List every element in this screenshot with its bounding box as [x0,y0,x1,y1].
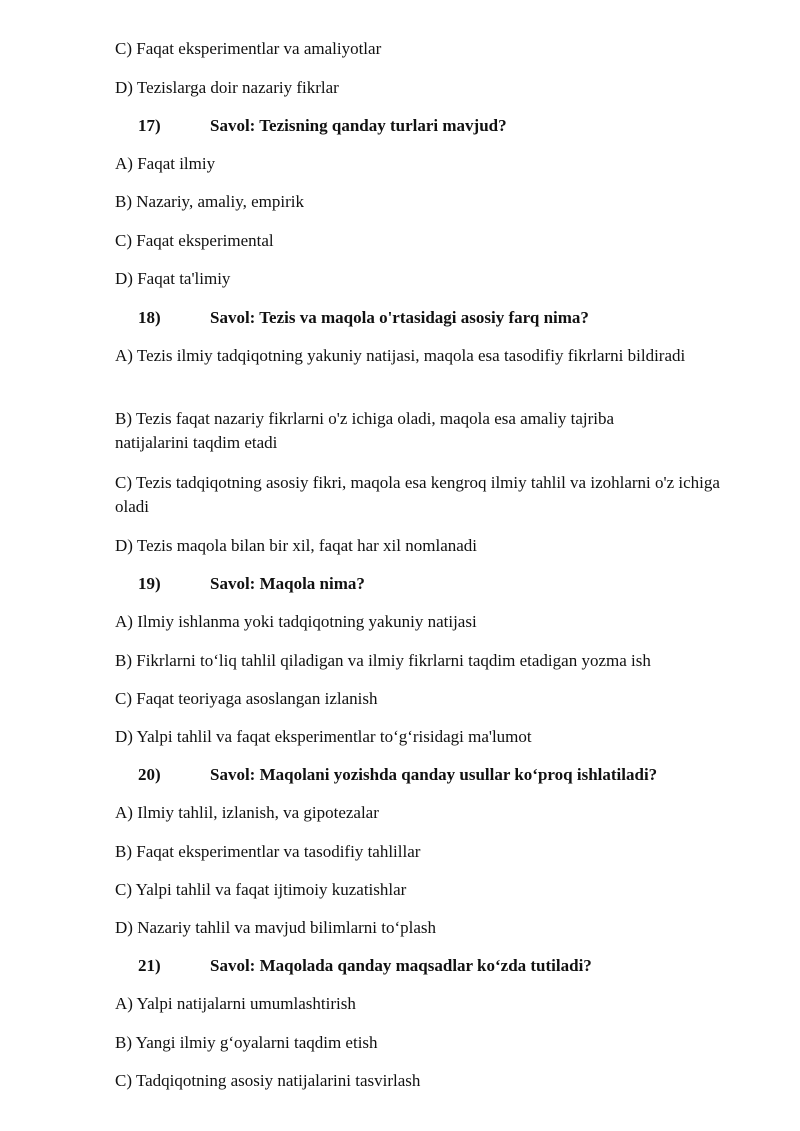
answer-option: C) Yalpi tahlil va faqat ijtimoiy kuzatishlar [115,880,407,899]
answer-option: B) Nazariy, amaliy, empirik [115,192,304,211]
answer-option: C) Tadqiqotning asosiy natijalarini tasvirlash [115,1071,421,1090]
question-text: Savol: Tezis va maqola o'rtasidagi asosiy farq nima? [210,308,589,327]
question-number: 17) [138,116,161,135]
answer-option: D) Tezis maqola bilan bir xil, faqat har xil nomlanadi [115,536,478,555]
answer-option: C) Faqat eksperimental [115,231,274,250]
answer-option: B) Faqat eksperimentlar va tasodifiy tahlillar [115,842,421,861]
answer-option: C) Faqat eksperimentlar va amaliyotlar [115,39,382,58]
answer-option: A) Ilmiy ishlanma yoki tadqiqotning yakuniy natijasi [115,612,477,631]
answer-option: D) Tezislarga doir nazariy fikrlar [115,78,339,97]
question-text: Savol: Maqolada qanday maqsadlar ko‘zda tutiladi? [210,956,592,975]
answer-option: D) Yalpi tahlil va faqat eksperimentlar to‘g‘risidagi ma'lumot [115,727,532,746]
question-18-heading [138,306,758,330]
answer-option: A) Faqat ilmiy [115,154,216,173]
answer-option: B) Yangi ilmiy g‘oyalarni taqdim etish [115,1033,378,1052]
question-19-heading [138,572,758,596]
answer-option: C) Faqat teoriyaga asoslangan izlanish [115,689,378,708]
answer-option: B) Tezis faqat nazariy fikrlarni o'z ichiga oladi, maqola esa amaliy tajriba natijalarini taqdim etadi [115,409,615,452]
question-number: 18) [138,308,161,327]
question-text: Savol: Maqola nima? [210,574,365,593]
question-number: 21) [138,956,161,975]
question-21-heading [138,954,758,978]
answer-option: A) Tezis ilmiy tadqiqotning yakuniy natijasi, maqola esa tasodifiy fikrlarni bildiradi [115,346,686,365]
answer-option: C) Tezis tadqiqotning asosiy fikri, maqola esa kengroq ilmiy tahlil va izohlarni o'z ichiga oladi [115,473,720,516]
question-number: 20) [138,765,161,784]
question-20-heading [138,763,758,787]
question-text: Savol: Tezisning qanday turlari mavjud? [210,116,507,135]
answer-option: D) Faqat ta'limiy [115,269,231,288]
question-17-heading [138,114,758,138]
question-text: Savol: Maqolani yozishda qanday usullar ko‘proq ishlatiladi? [210,765,658,784]
answer-option: A) Yalpi natijalarni umumlashtirish [115,994,356,1013]
answer-option: A) Ilmiy tahlil, izlanish, va gipotezalar [115,803,379,822]
answer-option: D) Nazariy tahlil va mavjud bilimlarni to‘plash [115,918,437,937]
answer-option: B) Fikrlarni to‘liq tahlil qiladigan va ilmiy fikrlarni taqdim etadigan yozma ish [115,651,651,670]
question-number: 19) [138,574,161,593]
